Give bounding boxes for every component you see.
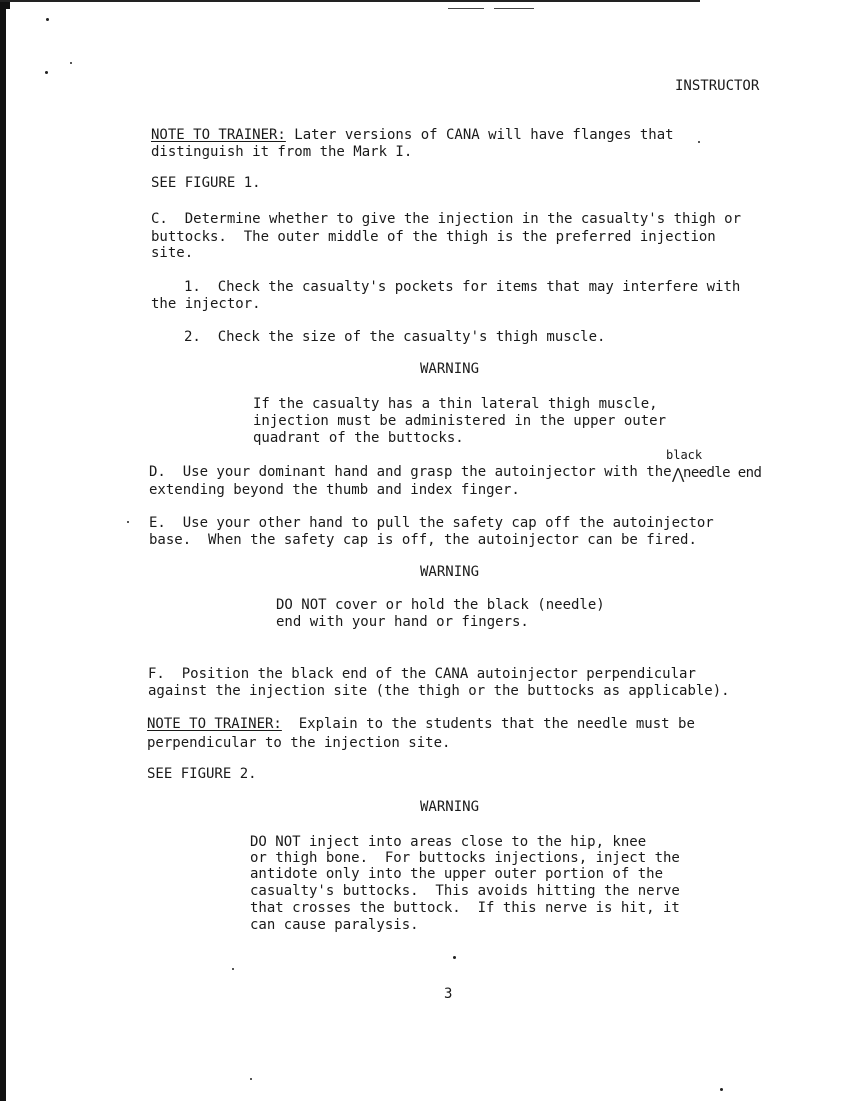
warning-text-line: DO NOT cover or hold the black (needle) bbox=[276, 597, 605, 613]
warning-text-line: If the casualty has a thin lateral thigh muscle, bbox=[253, 396, 658, 412]
step-e-line: base. When the safety cap is off, the autoinjector can be fired. bbox=[149, 532, 697, 548]
warning-text-line: quadrant of the buttocks. bbox=[253, 430, 464, 446]
scan-top-rule bbox=[0, 0, 700, 2]
see-figure-1: SEE FIGURE 1. bbox=[151, 175, 261, 191]
scan-speck bbox=[698, 141, 700, 143]
scan-top-dash bbox=[448, 8, 484, 9]
warning-title: WARNING bbox=[420, 799, 480, 815]
page-number: 3 bbox=[444, 986, 453, 1002]
note-label: NOTE TO TRAINER: bbox=[147, 716, 282, 732]
note-text: Later versions of CANA will have flanges that bbox=[285, 127, 674, 143]
insertion-caret-icon: ⋀ bbox=[672, 465, 685, 483]
step-c-line: buttocks. The outer middle of the thigh is the preferred injection bbox=[151, 229, 716, 245]
note-text-line: perpendicular to the injection site. bbox=[147, 735, 451, 751]
note-to-trainer-1 bbox=[151, 127, 674, 144]
step-d-line-tail: needle end bbox=[683, 465, 762, 481]
scan-top-dash bbox=[494, 8, 534, 9]
warning-text-line: end with your hand or fingers. bbox=[276, 614, 529, 630]
scan-speck bbox=[250, 1078, 252, 1080]
substep-1-line: 1. Check the casualty's pockets for items that may interfere with bbox=[184, 279, 741, 295]
warning-text-line: or thigh bone. For buttocks injections, inject the bbox=[250, 850, 680, 866]
substep-1-line: the injector. bbox=[151, 296, 261, 312]
step-e-line: E. Use your other hand to pull the safety cap off the autoinjector bbox=[149, 515, 714, 531]
note-to-trainer-2 bbox=[147, 716, 695, 733]
step-d-line: D. Use your dominant hand and grasp the autoinjector with the bbox=[149, 464, 672, 480]
step-f-line: against the injection site (the thigh or the buttocks as applicable). bbox=[148, 683, 730, 699]
scan-speck bbox=[232, 968, 234, 970]
scan-speck bbox=[45, 71, 48, 74]
note-text: Explain to the students that the needle must be bbox=[281, 716, 695, 732]
warning-text-line: DO NOT inject into areas close to the hip, knee bbox=[250, 834, 647, 850]
instructor-header: INSTRUCTOR bbox=[675, 78, 760, 94]
step-c-line: C. Determine whether to give the injection in the casualty's thigh or bbox=[151, 211, 742, 227]
scan-speck bbox=[720, 1088, 723, 1091]
step-c-line: site. bbox=[151, 245, 194, 261]
substep-2: 2. Check the size of the casualty's thigh muscle. bbox=[184, 329, 606, 345]
warning-text-line: can cause paralysis. bbox=[250, 917, 419, 933]
note-label: NOTE TO TRAINER: bbox=[151, 127, 286, 143]
warning-title: WARNING bbox=[420, 564, 480, 580]
step-d-line: extending beyond the thumb and index finger. bbox=[149, 482, 520, 498]
warning-text-line: casualty's buttocks. This avoids hitting the nerve bbox=[250, 883, 680, 899]
scan-speck bbox=[453, 956, 456, 959]
step-f-line: F. Position the black end of the CANA autoinjector perpendicular bbox=[148, 666, 696, 682]
warning-text-line: antidote only into the upper outer portion of the bbox=[250, 866, 664, 882]
note-text-line: distinguish it from the Mark I. bbox=[151, 144, 413, 160]
scan-edge-bar bbox=[0, 0, 6, 1101]
inserted-word: black bbox=[666, 448, 703, 462]
see-figure-2: SEE FIGURE 2. bbox=[147, 766, 257, 782]
warning-title: WARNING bbox=[420, 361, 480, 377]
scan-speck bbox=[127, 521, 129, 523]
scan-speck bbox=[46, 18, 49, 21]
scan-speck bbox=[70, 62, 72, 64]
warning-text-line: that crosses the buttock. If this nerve is hit, it bbox=[250, 900, 680, 916]
warning-text-line: injection must be administered in the upper outer bbox=[253, 413, 667, 429]
